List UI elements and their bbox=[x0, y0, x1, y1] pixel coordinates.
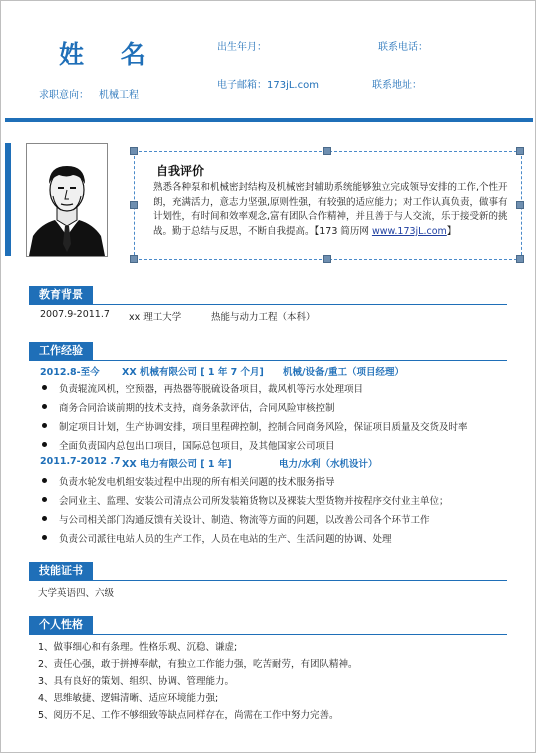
bullet-icon bbox=[42, 535, 47, 540]
resize-handle[interactable] bbox=[130, 147, 138, 155]
skills-text: 大学英语四、六级 bbox=[38, 588, 115, 599]
resize-handle[interactable] bbox=[130, 255, 138, 263]
job-duty: 全面负责国内总包出口项目，国际总包项目，及其他国家公司项目 bbox=[59, 441, 335, 452]
education-period: 2007.9-2011.7 bbox=[40, 309, 110, 320]
section-divider bbox=[29, 634, 507, 635]
education-major: 热能与动力工程（本科） bbox=[211, 312, 316, 323]
job-period: 2012.8-至今 bbox=[40, 367, 100, 378]
bullet-icon bbox=[42, 385, 47, 390]
personality-item: 5、阅历不足、工作不够细致等缺点同样存在，尚需在工作中努力完善。 bbox=[38, 710, 339, 721]
self-eval-close: 】 bbox=[446, 225, 457, 237]
job-duty: 负责水轮发电机组安装过程中出现的所有相关问题的技术服务指导 bbox=[59, 477, 335, 488]
phone-label: 联系电话： bbox=[378, 42, 428, 53]
personality-item: 4、思维敏捷、逻辑清晰、适应环境能力强; bbox=[38, 693, 219, 704]
resize-handle[interactable] bbox=[323, 255, 331, 263]
job-duty: 会同业主、监理、安装公司清点公司所发装箱货物以及裸装大型货物并按程序交付业主单位； bbox=[59, 496, 449, 507]
resize-handle[interactable] bbox=[130, 201, 138, 209]
education-school: xx 理工大学 bbox=[129, 312, 182, 323]
self-eval-body: 熟悉各种泵和机械密封结构及机械密封辅助系统能够独立完成领导安排的工作,个性开朗，充满活力，意志力坚强,原则性强，有较强的适应能力；对工作认真负责，做事有计划性，有时间和效率观念,富有团队合作精神，并且善于与人交流，乐于接受新的挑战。勤于总结与反思，不断自我提高。【173 简历网 bbox=[153, 182, 508, 237]
job-duty: 与公司相关部门沟通反馈有关设计、制造、物流等方面的问题，以改善公司各个环节工作 bbox=[59, 515, 430, 526]
job-company: XX 机械有限公司 [ 1 年 7 个月] bbox=[122, 367, 264, 378]
bullet-icon bbox=[42, 423, 47, 428]
bullet-icon bbox=[42, 478, 47, 483]
section-divider bbox=[29, 304, 507, 305]
personality-item: 1、做事细心和有条理。性格乐观、沉稳、谦虚; bbox=[38, 642, 238, 653]
resize-handle[interactable] bbox=[516, 147, 524, 155]
resume-name: 姓 名 bbox=[59, 40, 160, 69]
job-intent-value: 机械工程 bbox=[99, 90, 139, 101]
self-eval-title: 自我评价 bbox=[156, 164, 205, 178]
job-role: 机械/设备/重工（项目经理） bbox=[283, 367, 404, 378]
personality-item: 2、责任心强，敢于拼搏奉献，有独立工作能力强，吃苦耐劳，有团队精神。 bbox=[38, 659, 358, 670]
section-title-work: 工作经验 bbox=[29, 342, 93, 360]
address-label: 联系地址： bbox=[372, 80, 422, 91]
header-divider bbox=[5, 118, 533, 122]
job-intent-label: 求职意向： bbox=[39, 90, 89, 101]
email-label: 电子邮箱：173jL.com bbox=[217, 80, 319, 91]
section-divider bbox=[29, 360, 507, 361]
birth-label: 出生年月： bbox=[217, 42, 267, 53]
job-role: 电力/水利（水机设计） bbox=[279, 459, 378, 470]
job-duty: 商务合同洽谈前期的技术支持，商务条款评估，合同风险审核控制 bbox=[59, 403, 335, 414]
profile-photo bbox=[26, 143, 108, 257]
resize-handle[interactable] bbox=[516, 255, 524, 263]
resize-handle[interactable] bbox=[323, 147, 331, 155]
job-duty: 制定项目计划，生产协调安排，项目里程碑控制，控制合同商务风险，保证项目质量及交货及时率 bbox=[59, 422, 468, 433]
section-title-skills: 技能证书 bbox=[29, 562, 93, 580]
section-title-education: 教育背景 bbox=[29, 286, 93, 304]
section-divider bbox=[29, 580, 507, 581]
bullet-icon bbox=[42, 497, 47, 502]
bullet-icon bbox=[42, 442, 47, 447]
job-company: XX 电力有限公司 [ 1 年] bbox=[122, 459, 232, 470]
job-duty: 负责辊流风机，空预器，再热器等脱硫设备项目，裁风机等污水处理项目 bbox=[59, 384, 364, 395]
job-duty: 负责公司派往电站人员的生产工作，人员在电站的生产、生活问题的协调、处理 bbox=[59, 534, 392, 545]
resize-handle[interactable] bbox=[516, 201, 524, 209]
website-link[interactable]: www.173jL.com bbox=[371, 225, 447, 237]
job-period: 2011.7-2012 .7 bbox=[40, 456, 121, 467]
self-eval-text bbox=[153, 181, 515, 239]
section-title-personality: 个人性格 bbox=[29, 616, 93, 634]
bullet-icon bbox=[42, 516, 47, 521]
personality-item: 3、具有良好的策划、组织、协调、管理能力。 bbox=[38, 676, 235, 687]
bullet-icon bbox=[42, 404, 47, 409]
accent-bar bbox=[5, 143, 11, 256]
